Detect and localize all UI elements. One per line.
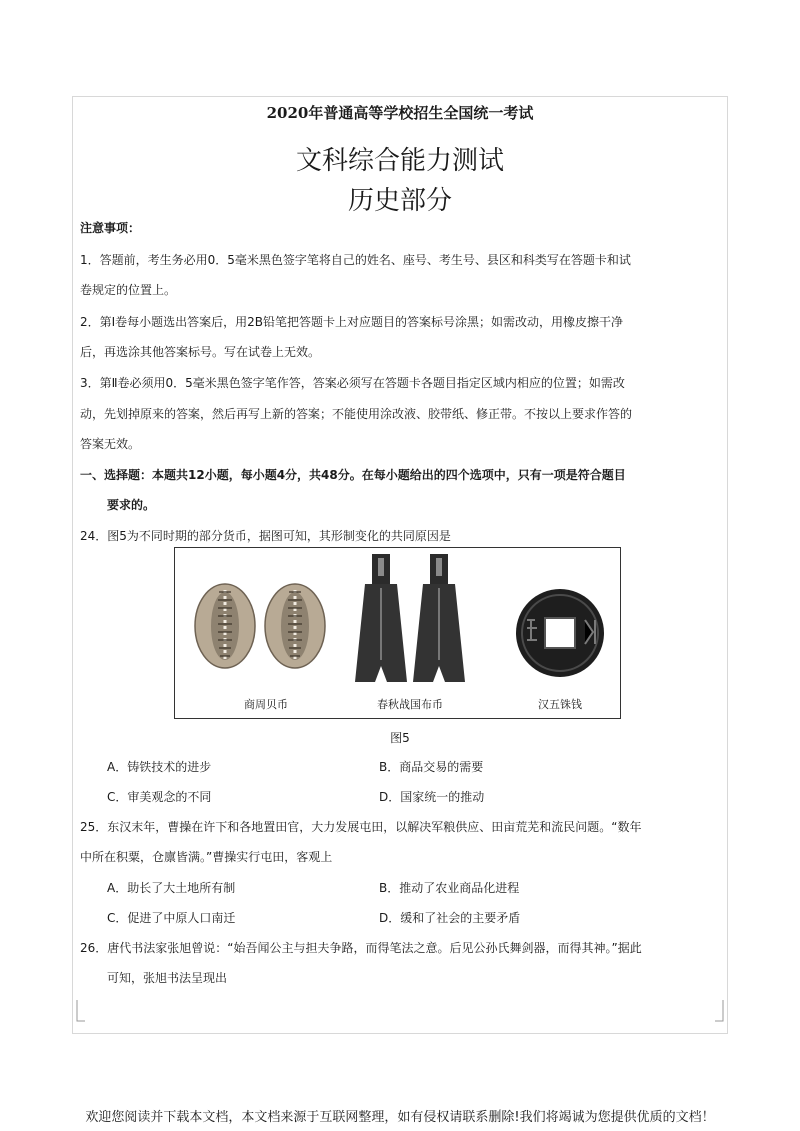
q25-option-d: D．缓和了社会的主要矛盾 [379, 911, 521, 925]
section-heading: 一、选择题：本题共12小题，每小题4分，共48分。在每小题给出的四个选项中，只有一项是符合题目 [80, 468, 626, 482]
q25-option-b: B．推动了农业商品化进程 [379, 881, 520, 895]
exam-title: 2020年普通高等学校招生全国统一考试 [266, 104, 534, 122]
document-footer: 欢迎您阅读并下载本文档，本文档来源于互联网整理，如有侵权请联系删除!我们将竭诚为您提供优质的文档！ [85, 1110, 715, 1125]
q25-option-c: C．促进了中原人口南迁 [107, 911, 236, 925]
notice-line: 答案无效。 [80, 437, 141, 451]
page-corner-mark [714, 1000, 724, 1022]
figure-5-box [174, 547, 621, 719]
q26-stem-cont: 可知，张旭书法呈现出 [107, 971, 228, 985]
notice-line: 3．第Ⅱ卷必须用0．5毫米黑色签字笔作答，答案必须写在答题卡各题目指定区域内相应的位置；如需改 [80, 376, 625, 390]
currency-illustration [175, 548, 619, 717]
section-heading-cont: 要求的。 [107, 498, 156, 512]
notice-line: 1．答题前，考生务必用0．5毫米黑色签字笔将自己的姓名、座号、考生号、县区和科类写在答题卡和试 [80, 253, 631, 267]
q25-option-a: A．助长了大土地所有制 [107, 881, 236, 895]
figure-title: 图5 [390, 731, 410, 745]
caption-spade-coin: 春秋战国布币 [377, 698, 443, 711]
shell-coin-icon [265, 584, 325, 668]
notice-line: 动，先划掉原来的答案，然后再写上新的答案；不能使用涂改液、胶带纸、修正带。不按以上要求作答的 [80, 407, 633, 421]
notice-title: 注意事项： [80, 221, 141, 235]
exam-section-title: 历史部分 [347, 186, 452, 216]
shell-coin-icon [195, 584, 255, 668]
caption-shell-coin: 商周贝币 [244, 698, 288, 711]
q24-stem: 24．图5为不同时期的部分货币，据图可知，其形制变化的共同原因是 [80, 529, 451, 543]
q26-stem: 26．唐代书法家张旭曾说：“始吾闻公主与担夫争路，而得笔法之意。后见公孙氏舞剑器，而得其神。”据此 [80, 941, 642, 955]
q24-option-c: C．审美观念的不同 [107, 790, 212, 804]
notice-line: 2．第Ⅰ卷每小题选出答案后，用2B铅笔把答题卡上对应题目的答案标号涂黑；如需改动，用橡皮擦干净 [80, 315, 624, 329]
q24-option-d: D．国家统一的推动 [379, 790, 485, 804]
exam-subtitle: 文科综合能力测试 [295, 146, 504, 176]
q25-stem: 25．东汉末年，曹操在许下和各地置田官，大力发展屯田，以解决军粮供应、田亩荒芜和流民问题。“数年 [80, 820, 642, 834]
wuzhu-coin-icon [516, 589, 604, 677]
spade-coin-icon [355, 554, 407, 682]
notice-line: 后，再选涂其他答案标号。写在试卷上无效。 [80, 345, 321, 359]
spade-coin-icon [413, 554, 465, 682]
q25-stem-cont: 中所在积粟，仓廪皆满。”曹操实行屯田，客观上 [80, 850, 333, 864]
caption-wuzhu-coin: 汉五铢钱 [538, 698, 582, 711]
q24-option-a: A．铸铁技术的进步 [107, 760, 212, 774]
notice-line: 卷规定的位置上。 [80, 283, 177, 297]
q24-option-b: B．商品交易的需要 [379, 760, 484, 774]
page-corner-mark [76, 1000, 86, 1022]
